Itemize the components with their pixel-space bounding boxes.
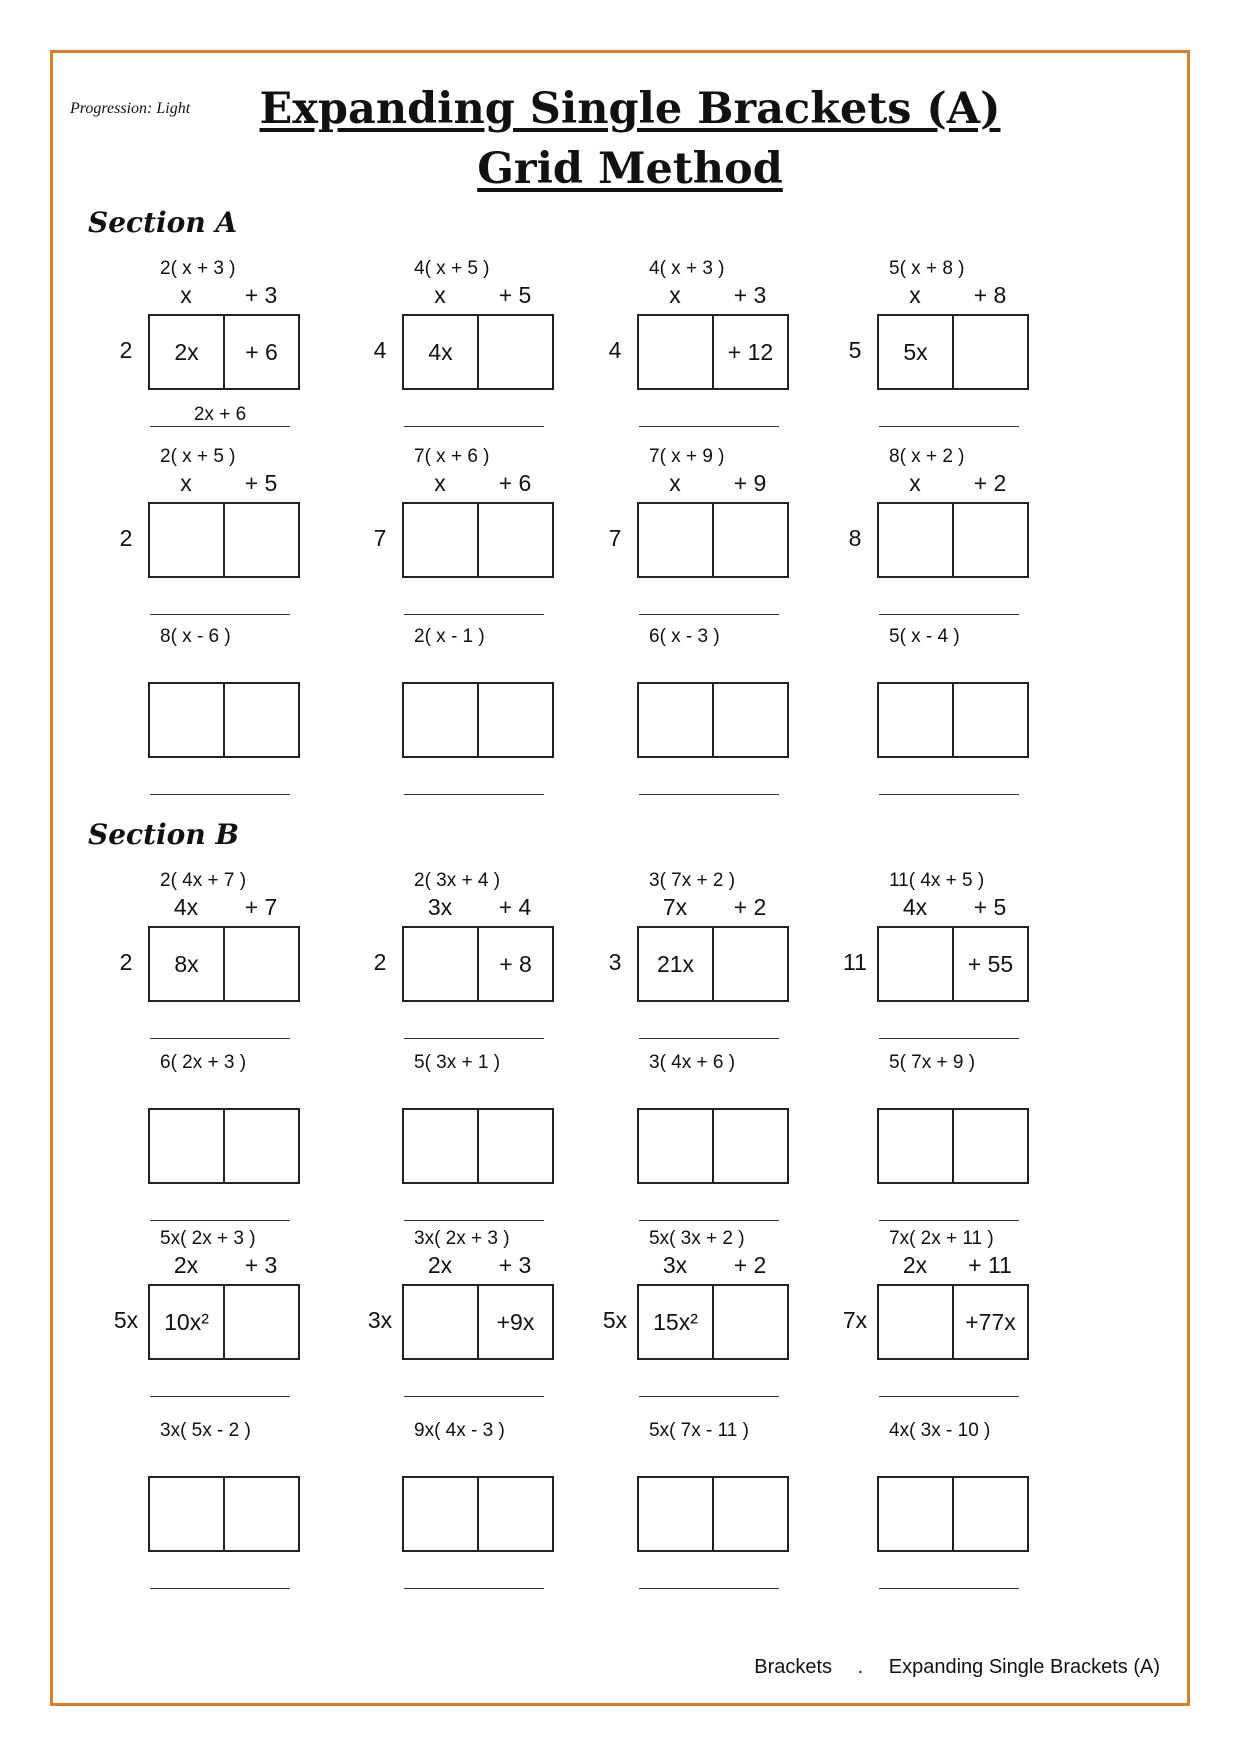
question-expression: 6( x - 3 ) — [649, 626, 720, 647]
answer-line[interactable] — [150, 1396, 290, 1397]
question-expression: 4( x + 3 ) — [649, 258, 725, 279]
answer-line[interactable] — [639, 794, 779, 795]
grid-column-header: x — [180, 470, 192, 496]
grid-cell[interactable]: 10x² — [150, 1286, 225, 1358]
grid-cell[interactable]: 8x — [150, 928, 225, 1000]
expansion-grid — [877, 502, 1029, 578]
grid-row-multiplier: 2 — [119, 949, 133, 975]
grid-row-multiplier: 7 — [373, 525, 387, 551]
grid-row-multiplier: 5 — [848, 337, 862, 363]
grid-cell[interactable] — [954, 504, 1027, 576]
answer-line[interactable] — [150, 426, 290, 427]
grid-column-header: + 2 — [733, 894, 767, 920]
grid-row-multiplier: 7x — [842, 1307, 868, 1333]
grid-cell[interactable] — [404, 504, 479, 576]
answer-line[interactable] — [639, 1588, 779, 1589]
grid-cell[interactable] — [225, 504, 298, 576]
answer-line[interactable] — [879, 614, 1019, 615]
question-expression: 5( 3x + 1 ) — [414, 1052, 501, 1073]
grid-cell[interactable] — [639, 684, 714, 756]
answer-text: 2x + 6 — [193, 404, 247, 425]
grid-cell[interactable] — [714, 1478, 787, 1550]
grid-cell[interactable] — [879, 1110, 954, 1182]
expansion-grid — [402, 1476, 554, 1552]
grid-cell[interactable] — [714, 504, 787, 576]
grid-row-multiplier: 11 — [843, 949, 867, 975]
expansion-grid — [148, 314, 300, 390]
answer-line[interactable] — [404, 794, 544, 795]
grid-column-header: + 7 — [244, 894, 278, 920]
answer-line[interactable] — [150, 1588, 290, 1589]
expansion-grid — [637, 1284, 789, 1360]
grid-cell[interactable] — [225, 928, 298, 1000]
expansion-grid — [637, 1108, 789, 1184]
expansion-grid — [877, 682, 1029, 758]
question-expression: 6( 2x + 3 ) — [160, 1052, 247, 1073]
answer-line[interactable] — [879, 426, 1019, 427]
grid-row-multiplier: 8 — [848, 525, 862, 551]
question-expression: 5( x + 8 ) — [889, 258, 965, 279]
question-expression: 5x( 7x - 11 ) — [649, 1420, 749, 1441]
answer-line[interactable] — [404, 426, 544, 427]
grid-cell[interactable]: 5x — [879, 316, 954, 388]
grid-cell[interactable] — [225, 1286, 298, 1358]
question-expression: 11( 4x + 5 ) — [889, 870, 985, 891]
grid-column-header: 4x — [902, 894, 928, 920]
grid-cell[interactable] — [404, 1110, 479, 1182]
grid-column-header: + 11 — [968, 1252, 1012, 1278]
answer-line[interactable] — [404, 614, 544, 615]
expansion-grid — [402, 1284, 554, 1360]
grid-column-header: 2x — [173, 1252, 199, 1278]
grid-cell[interactable] — [150, 504, 225, 576]
grid-cell[interactable]: +9x — [496, 1308, 535, 1335]
grid-cell[interactable] — [479, 1110, 552, 1182]
grid-cell[interactable]: 15x² — [639, 1286, 714, 1358]
grid-cell[interactable]: 21x — [639, 928, 714, 1000]
question-expression: 5( 7x + 9 ) — [889, 1052, 976, 1073]
grid-cell[interactable] — [639, 504, 714, 576]
question-expression: 7( x + 6 ) — [414, 446, 490, 467]
grid-cell[interactable]: + 55 — [967, 950, 1014, 977]
grid-column-header: x — [669, 282, 681, 308]
grid-row-multiplier: 4 — [373, 337, 387, 363]
grid-row-multiplier: 7 — [608, 525, 622, 551]
grid-column-header: + 2 — [733, 1252, 767, 1278]
grid-column-header: 2x — [902, 1252, 928, 1278]
expansion-grid — [637, 314, 789, 390]
grid-row-multiplier: 2 — [373, 949, 387, 975]
answer-line[interactable] — [404, 1038, 544, 1039]
grid-cell[interactable] — [954, 684, 1027, 756]
grid-column-header: + 3 — [498, 1252, 532, 1278]
question-expression: 5( x - 4 ) — [889, 626, 960, 647]
grid-column-header: x — [909, 282, 921, 308]
grid-column-header: + 5 — [973, 894, 1007, 920]
answer-line[interactable] — [150, 1038, 290, 1039]
grid-cell[interactable] — [714, 928, 787, 1000]
grid-cell[interactable] — [954, 1478, 1027, 1550]
grid-cell[interactable] — [479, 684, 552, 756]
question-expression: 3x( 5x - 2 ) — [160, 1420, 251, 1441]
grid-cell[interactable] — [714, 684, 787, 756]
footer — [754, 1656, 1160, 1679]
grid-row-multiplier: 2 — [119, 337, 133, 363]
grid-row-multiplier: 5x — [602, 1307, 628, 1333]
section-a-title: Section A — [88, 206, 238, 239]
question-expression: 2( x + 5 ) — [160, 446, 236, 467]
question-expression: 3( 7x + 2 ) — [649, 870, 736, 891]
grid-cell[interactable] — [404, 1478, 479, 1550]
expansion-grid — [148, 502, 300, 578]
question-expression: 5x( 3x + 2 ) — [649, 1228, 745, 1249]
answer-line[interactable] — [639, 1038, 779, 1039]
answer-line[interactable] — [879, 1396, 1019, 1397]
answer-line[interactable] — [150, 794, 290, 795]
page-subtitle: Grid Method — [477, 144, 783, 194]
question-expression: 8( x + 2 ) — [889, 446, 965, 467]
grid-column-header: + 3 — [733, 282, 767, 308]
expansion-grid — [148, 1476, 300, 1552]
grid-cell[interactable] — [404, 684, 479, 756]
question-expression: 8( x - 6 ) — [160, 626, 231, 647]
grid-row-multiplier: 5x — [113, 1307, 139, 1333]
footer-separator: . — [857, 1656, 864, 1678]
footer-worksheet: Expanding Single Brackets (A) — [888, 1656, 1160, 1678]
grid-column-header: x — [669, 470, 681, 496]
grid-cell[interactable] — [879, 684, 954, 756]
grid-cell[interactable] — [225, 1478, 298, 1550]
grid-column-header: + 6 — [498, 470, 532, 496]
expansion-grid — [402, 502, 554, 578]
answer-line[interactable] — [404, 1588, 544, 1589]
grid-cell[interactable] — [479, 1478, 552, 1550]
question-expression: 4( x + 5 ) — [414, 258, 490, 279]
expansion-grid — [402, 682, 554, 758]
question-expression: 7x( 2x + 11 ) — [889, 1228, 994, 1249]
grid-column-header: x — [434, 470, 446, 496]
expansion-grid — [637, 926, 789, 1002]
grid-column-header: + 2 — [973, 470, 1007, 496]
grid-cell[interactable]: + 6 — [245, 338, 278, 365]
grid-cell[interactable] — [404, 1286, 479, 1358]
question-expression: 2( x - 1 ) — [414, 626, 485, 647]
grid-cell[interactable] — [404, 928, 479, 1000]
answer-line[interactable] — [639, 1220, 779, 1221]
question-expression: 5x( 2x + 3 ) — [160, 1228, 256, 1249]
footer-topic: Brackets — [754, 1656, 833, 1678]
grid-cell[interactable] — [954, 316, 1027, 388]
grid-cell[interactable] — [879, 504, 954, 576]
grid-cell[interactable] — [479, 504, 552, 576]
question-expression: 3( 4x + 6 ) — [649, 1052, 736, 1073]
grid-column-header: 3x — [427, 894, 453, 920]
question-expression: 4x( 3x - 10 ) — [889, 1420, 991, 1441]
progression-label: Progression: Light — [70, 100, 191, 117]
grid-cell[interactable] — [150, 1478, 225, 1550]
expansion-grid — [877, 314, 1029, 390]
section-b-title: Section B — [88, 818, 240, 851]
answer-line[interactable] — [879, 1038, 1019, 1039]
question-expression: 2( 4x + 7 ) — [160, 870, 247, 891]
expansion-grid — [148, 682, 300, 758]
expansion-grid — [877, 1476, 1029, 1552]
grid-row-multiplier: 2 — [119, 525, 133, 551]
answer-line[interactable] — [150, 614, 290, 615]
expansion-grid — [877, 1108, 1029, 1184]
answer-line[interactable] — [639, 1396, 779, 1397]
grid-column-header: + 3 — [244, 282, 278, 308]
grid-cell[interactable]: 4x — [404, 316, 479, 388]
expansion-grid — [877, 926, 1029, 1002]
grid-column-header: + 8 — [973, 282, 1007, 308]
grid-column-header: 2x — [427, 1252, 453, 1278]
grid-cell[interactable] — [639, 1110, 714, 1182]
grid-cell[interactable] — [225, 684, 298, 756]
expansion-grid — [402, 314, 554, 390]
grid-column-header: x — [909, 470, 921, 496]
grid-cell[interactable] — [639, 1478, 714, 1550]
grid-row-multiplier: 3 — [608, 949, 622, 975]
question-expression: 7( x + 9 ) — [649, 446, 725, 467]
grid-cell[interactable] — [879, 1286, 954, 1358]
grid-column-header: 7x — [662, 894, 688, 920]
grid-column-header: 3x — [662, 1252, 688, 1278]
answer-line[interactable] — [879, 1220, 1019, 1221]
grid-cell[interactable] — [479, 316, 552, 388]
answer-line[interactable] — [404, 1396, 544, 1397]
grid-column-header: x — [434, 282, 446, 308]
grid-column-header: + 5 — [498, 282, 532, 308]
grid-cell[interactable] — [150, 684, 225, 756]
question-expression: 2( x + 3 ) — [160, 258, 236, 279]
grid-cell[interactable] — [639, 316, 714, 388]
grid-column-header: 4x — [173, 894, 199, 920]
grid-column-header: + 4 — [498, 894, 532, 920]
question-expression: 9x( 4x - 3 ) — [414, 1420, 505, 1441]
grid-cell[interactable] — [225, 1110, 298, 1182]
grid-cell[interactable] — [954, 1110, 1027, 1182]
grid-cell[interactable] — [879, 1478, 954, 1550]
answer-line[interactable] — [639, 426, 779, 427]
grid-cell[interactable] — [714, 1286, 787, 1358]
expansion-grid — [148, 926, 300, 1002]
page-title: Expanding Single Brackets (A) — [259, 84, 1001, 134]
grid-column-header: x — [180, 282, 192, 308]
question-expression: 2( 3x + 4 ) — [414, 870, 501, 891]
answer-line[interactable] — [150, 1220, 290, 1221]
answer-line[interactable] — [879, 1588, 1019, 1589]
grid-column-header: + 5 — [244, 470, 278, 496]
grid-cell[interactable] — [150, 1110, 225, 1182]
grid-cell[interactable]: + 12 — [727, 338, 774, 365]
question-expression: 3x( 2x + 3 ) — [414, 1228, 510, 1249]
grid-cell[interactable]: + 8 — [499, 950, 532, 977]
grid-cell[interactable]: +77x — [965, 1308, 1016, 1335]
expansion-grid — [148, 1284, 300, 1360]
grid-column-header: + 3 — [244, 1252, 278, 1278]
expansion-grid — [402, 1108, 554, 1184]
expansion-grid — [637, 682, 789, 758]
answer-line[interactable] — [879, 794, 1019, 795]
expansion-grid — [637, 502, 789, 578]
expansion-grid — [877, 1284, 1029, 1360]
grid-row-multiplier: 3x — [367, 1307, 393, 1333]
expansion-grid — [637, 1476, 789, 1552]
grid-cell[interactable] — [714, 1110, 787, 1182]
expansion-grid — [402, 926, 554, 1002]
grid-cell[interactable]: 2x — [150, 316, 225, 388]
answer-line[interactable] — [639, 614, 779, 615]
grid-row-multiplier: 4 — [608, 337, 622, 363]
grid-column-header: + 9 — [733, 470, 767, 496]
answer-line[interactable] — [404, 1220, 544, 1221]
grid-cell[interactable] — [879, 928, 954, 1000]
expansion-grid — [148, 1108, 300, 1184]
